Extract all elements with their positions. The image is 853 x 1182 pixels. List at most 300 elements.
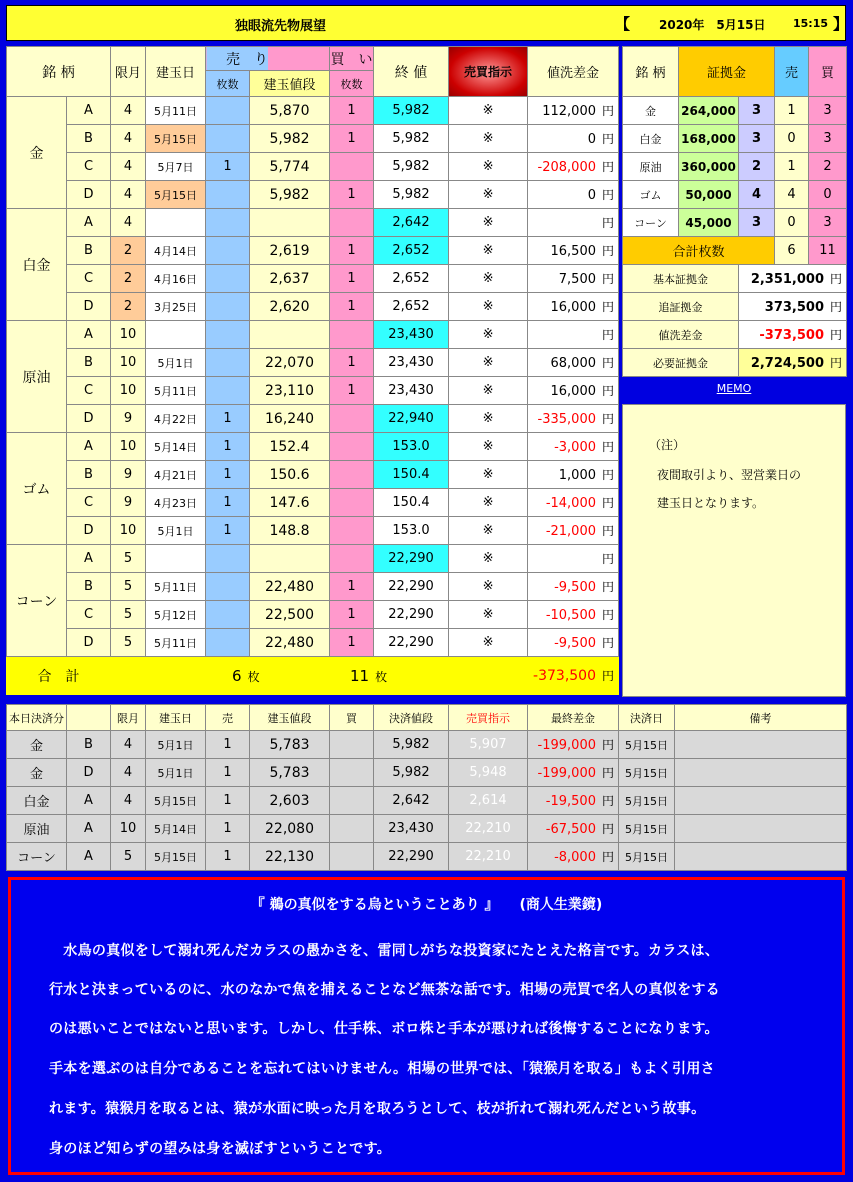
settled-buy	[330, 843, 374, 871]
commodity-name: ゴム	[7, 433, 67, 545]
summary-label: 基本証拠金	[623, 265, 739, 293]
sell-qty	[206, 293, 250, 321]
contract-month: 10	[111, 433, 146, 461]
trade-instruction: ※	[449, 181, 528, 209]
settled-settle-price: 5,982	[374, 731, 449, 759]
position-row	[7, 125, 619, 153]
quote-line: 水鳥の真似をして溺れ死んだカラスの愚かさを、雷同しがちな投資家にたとえた格言です。カラスは、	[49, 943, 720, 959]
contract-code: A	[67, 433, 111, 461]
settled-note	[675, 731, 847, 759]
settled-header-final: 最終差金	[528, 705, 619, 731]
margin-header-buy: 買	[809, 47, 847, 97]
settled-final: -199,000 円	[528, 731, 619, 759]
positions-table	[6, 46, 619, 695]
buy-qty: 1	[330, 349, 374, 377]
settled-header-open-date: 建玉日	[146, 705, 206, 731]
mark-diff: 円	[528, 545, 619, 573]
sell-qty	[206, 349, 250, 377]
settled-code: A	[67, 815, 111, 843]
buy-qty: 1	[330, 181, 374, 209]
buy-qty: 1	[330, 237, 374, 265]
commodity-name: コーン	[7, 545, 67, 657]
close-price: 5,982	[374, 153, 449, 181]
contract-code: C	[67, 377, 111, 405]
open-date	[146, 545, 206, 573]
settled-price: 5,783	[250, 731, 330, 759]
mark-diff: 68,000 円	[528, 349, 619, 377]
margin-sell: 0	[775, 125, 809, 153]
open-price	[250, 209, 330, 237]
margin-commodity: 白金	[623, 125, 679, 153]
contract-month: 4	[111, 181, 146, 209]
buy-qty: 1	[330, 573, 374, 601]
memo-link[interactable]: MEMO	[622, 382, 846, 402]
total-diff: -373,500 円	[449, 657, 619, 695]
settled-settle-price: 22,290	[374, 843, 449, 871]
close-price: 22,290	[374, 629, 449, 657]
contract-month: 4	[111, 209, 146, 237]
settled-month: 4	[111, 731, 146, 759]
settled-row	[7, 815, 847, 843]
buy-qty: 1	[330, 265, 374, 293]
settled-price: 22,080	[250, 815, 330, 843]
trade-instruction: ※	[449, 517, 528, 545]
settled-sell: 1	[206, 787, 250, 815]
sell-qty	[206, 181, 250, 209]
settled-commodity: 金	[7, 731, 67, 759]
margin-commodity: ゴム	[623, 181, 679, 209]
contract-code: B	[67, 461, 111, 489]
margin-header-margin: 証拠金	[679, 47, 775, 97]
position-row	[7, 293, 619, 321]
margin-buy: 2	[809, 153, 847, 181]
summary-value: 373,500 円	[739, 293, 847, 321]
margin-sell: 1	[775, 97, 809, 125]
contract-code: D	[67, 517, 111, 545]
buy-qty	[330, 321, 374, 349]
total-label: 合 計	[7, 657, 111, 695]
open-price	[250, 545, 330, 573]
settled-commodity: 金	[7, 759, 67, 787]
trade-instruction: ※	[449, 265, 528, 293]
position-row	[7, 237, 619, 265]
margin-row	[623, 125, 847, 153]
sell-qty	[206, 629, 250, 657]
quote-box	[8, 877, 845, 1175]
open-date: 5月12日	[146, 601, 206, 629]
open-date: 4月21日	[146, 461, 206, 489]
settled-header-brand: 本日決済分	[7, 705, 67, 731]
close-price: 22,290	[374, 573, 449, 601]
settled-commodity: 原油	[7, 815, 67, 843]
position-row	[7, 209, 619, 237]
sell-qty	[206, 321, 250, 349]
margin-sell: 4	[775, 181, 809, 209]
margin-total-label: 合計枚数	[623, 237, 775, 265]
buy-qty: 1	[330, 377, 374, 405]
position-row	[7, 545, 619, 573]
header-close: 終 値	[374, 47, 449, 97]
position-row	[7, 265, 619, 293]
sell-qty	[206, 377, 250, 405]
margin-buy: 0	[809, 181, 847, 209]
header-month: 限月	[111, 47, 146, 97]
contract-month: 5	[111, 601, 146, 629]
close-price: 150.4	[374, 461, 449, 489]
contract-code: B	[67, 125, 111, 153]
settled-price: 2,603	[250, 787, 330, 815]
contract-month: 10	[111, 349, 146, 377]
settled-row	[7, 787, 847, 815]
margin-multiplier: 3	[739, 209, 775, 237]
summary-row	[623, 321, 847, 349]
contract-code: D	[67, 181, 111, 209]
sell-qty	[206, 265, 250, 293]
settled-sell: 1	[206, 815, 250, 843]
close-price: 22,290	[374, 601, 449, 629]
header-sell-qty: 枚数	[206, 71, 250, 97]
quote-line: れます。猿猴月を取るとは、猿が水面に映った月を取ろうとして、枝が折れて溺れ死んだという故事。	[49, 1101, 706, 1117]
settled-month: 10	[111, 815, 146, 843]
margin-sell: 0	[775, 209, 809, 237]
open-price: 22,500	[250, 601, 330, 629]
trade-instruction: ※	[449, 293, 528, 321]
position-row	[7, 433, 619, 461]
contract-month: 10	[111, 517, 146, 545]
open-date: 5月11日	[146, 629, 206, 657]
settled-row	[7, 759, 847, 787]
header-diff: 値洗差金	[528, 47, 619, 97]
trade-instruction: ※	[449, 461, 528, 489]
contract-code: B	[67, 349, 111, 377]
close-price: 153.0	[374, 433, 449, 461]
close-price: 2,652	[374, 265, 449, 293]
settled-header-month: 限月	[111, 705, 146, 731]
close-price: 5,982	[374, 181, 449, 209]
memo-line: 夜間取引より、翌営業日の	[657, 468, 802, 482]
margin-total-buy: 11	[809, 237, 847, 265]
settled-buy	[330, 759, 374, 787]
mark-diff: 16,000 円	[528, 377, 619, 405]
open-price: 5,982	[250, 181, 330, 209]
settled-instruction: 5,907	[449, 731, 528, 759]
position-row	[7, 181, 619, 209]
open-date: 5月15日	[146, 125, 206, 153]
header-date: 2020年 5月15日	[659, 18, 766, 32]
contract-code: A	[67, 545, 111, 573]
settled-header-note: 備考	[675, 705, 847, 731]
header-open-date: 建玉日	[146, 47, 206, 97]
summary-row	[623, 293, 847, 321]
settled-instruction: 2,614	[449, 787, 528, 815]
trade-instruction: ※	[449, 545, 528, 573]
buy-qty: 1	[330, 125, 374, 153]
contract-month: 4	[111, 97, 146, 125]
margin-header-sell: 売	[775, 47, 809, 97]
settled-date: 5月15日	[619, 787, 675, 815]
contract-month: 5	[111, 573, 146, 601]
position-row	[7, 629, 619, 657]
settled-code: B	[67, 731, 111, 759]
contract-code: A	[67, 209, 111, 237]
contract-month: 9	[111, 489, 146, 517]
margin-commodity: コーン	[623, 209, 679, 237]
sell-qty	[206, 545, 250, 573]
contract-code: C	[67, 265, 111, 293]
margin-amount: 264,000	[679, 97, 739, 125]
open-price: 152.4	[250, 433, 330, 461]
open-date: 5月15日	[146, 181, 206, 209]
settled-buy	[330, 815, 374, 843]
trade-instruction: ※	[449, 629, 528, 657]
margin-amount: 50,000	[679, 181, 739, 209]
mark-diff: 16,000 円	[528, 293, 619, 321]
open-price: 2,637	[250, 265, 330, 293]
settled-month: 4	[111, 759, 146, 787]
commodity-name: 原油	[7, 321, 67, 433]
settled-note	[675, 843, 847, 871]
position-row	[7, 601, 619, 629]
margin-amount: 45,000	[679, 209, 739, 237]
margin-amount: 168,000	[679, 125, 739, 153]
contract-code: D	[67, 405, 111, 433]
open-price: 5,774	[250, 153, 330, 181]
open-date: 5月7日	[146, 153, 206, 181]
settled-final: -199,000 円	[528, 759, 619, 787]
open-date: 5月1日	[146, 517, 206, 545]
settled-open-date: 5月15日	[146, 843, 206, 871]
open-date: 4月22日	[146, 405, 206, 433]
position-row	[7, 321, 619, 349]
mark-diff: 0 円	[528, 181, 619, 209]
open-price: 22,480	[250, 573, 330, 601]
sell-qty	[206, 601, 250, 629]
open-date: 5月1日	[146, 349, 206, 377]
open-date: 4月14日	[146, 237, 206, 265]
quote-line: 行水と決まっているのに、水のなかで魚を捕えることなど無茶な話です。相場の売買で名人の真似をする	[49, 982, 720, 998]
contract-month: 4	[111, 153, 146, 181]
contract-code: D	[67, 629, 111, 657]
open-date: 5月11日	[146, 97, 206, 125]
position-row	[7, 573, 619, 601]
total-sell: 6 枚	[206, 657, 330, 695]
buy-qty	[330, 433, 374, 461]
sell-qty: 1	[206, 489, 250, 517]
settled-header-instruction: 売買指示	[449, 705, 528, 731]
sell-qty: 1	[206, 153, 250, 181]
trade-instruction: ※	[449, 209, 528, 237]
open-price: 22,480	[250, 629, 330, 657]
open-date: 5月11日	[146, 377, 206, 405]
margin-amount: 360,000	[679, 153, 739, 181]
header-buy-qty: 枚数	[330, 71, 374, 97]
settled-date: 5月15日	[619, 815, 675, 843]
sell-qty: 1	[206, 461, 250, 489]
buy-qty	[330, 405, 374, 433]
settled-open-date: 5月1日	[146, 759, 206, 787]
page-header	[6, 5, 849, 41]
contract-month: 10	[111, 321, 146, 349]
close-price: 150.4	[374, 489, 449, 517]
close-price: 23,430	[374, 377, 449, 405]
open-price: 5,870	[250, 97, 330, 125]
summary-value: 2,724,500 円	[739, 349, 847, 377]
summary-label: 追証拠金	[623, 293, 739, 321]
mark-diff: -208,000 円	[528, 153, 619, 181]
buy-qty	[330, 209, 374, 237]
bracket-open: 【	[615, 15, 631, 33]
sell-qty: 1	[206, 517, 250, 545]
open-price: 148.8	[250, 517, 330, 545]
mark-diff: -10,500 円	[528, 601, 619, 629]
settled-buy	[330, 731, 374, 759]
trade-instruction: ※	[449, 601, 528, 629]
contract-code: C	[67, 601, 111, 629]
contract-month: 4	[111, 125, 146, 153]
settled-note	[675, 787, 847, 815]
settled-price: 22,130	[250, 843, 330, 871]
settled-sell: 1	[206, 731, 250, 759]
open-price: 5,982	[250, 125, 330, 153]
settled-final: -19,500 円	[528, 787, 619, 815]
page-title: 独眼流先物展望	[235, 19, 327, 34]
settled-sell: 1	[206, 843, 250, 871]
header-brand: 銘 柄	[7, 47, 111, 97]
memo-box	[622, 404, 846, 697]
close-price: 23,430	[374, 349, 449, 377]
bracket-close: 】	[833, 15, 849, 33]
settled-open-date: 5月1日	[146, 731, 206, 759]
header-time: 15:15	[793, 17, 829, 30]
open-date: 3月25日	[146, 293, 206, 321]
settled-commodity: 白金	[7, 787, 67, 815]
summary-row	[623, 265, 847, 293]
settled-commodity: コーン	[7, 843, 67, 871]
trade-instruction: ※	[449, 573, 528, 601]
position-row	[7, 461, 619, 489]
position-row	[7, 97, 619, 125]
open-date: 4月23日	[146, 489, 206, 517]
margin-multiplier: 2	[739, 153, 775, 181]
contract-month: 2	[111, 237, 146, 265]
margin-multiplier: 3	[739, 125, 775, 153]
margin-row	[623, 209, 847, 237]
mark-diff: -9,500 円	[528, 573, 619, 601]
quote-line: のは悪いことではないと思います。しかし、仕手株、ボロ株と手本が悪ければ後悔することになります。	[49, 1021, 719, 1037]
trade-instruction: ※	[449, 405, 528, 433]
trade-instruction: ※	[449, 97, 528, 125]
trade-instruction: ※	[449, 433, 528, 461]
summary-row	[623, 349, 847, 377]
open-price	[250, 321, 330, 349]
trade-instruction: ※	[449, 321, 528, 349]
commodity-name: 金	[7, 97, 67, 209]
contract-code: B	[67, 237, 111, 265]
mark-diff: 円	[528, 209, 619, 237]
mark-diff: -3,000 円	[528, 433, 619, 461]
contract-code: D	[67, 293, 111, 321]
mark-diff: 0 円	[528, 125, 619, 153]
summary-label: 必要証拠金	[623, 349, 739, 377]
summary-value: -373,500 円	[739, 321, 847, 349]
settled-open-date: 5月15日	[146, 787, 206, 815]
margin-total-sell: 6	[775, 237, 809, 265]
total-buy: 11 枚	[330, 657, 449, 695]
mark-diff: 円	[528, 321, 619, 349]
sell-qty	[206, 573, 250, 601]
quote-line: 身のほど知らずの望みは身を滅ぼすということです。	[49, 1141, 392, 1157]
margin-multiplier: 4	[739, 181, 775, 209]
open-price: 23,110	[250, 377, 330, 405]
settled-month: 5	[111, 843, 146, 871]
close-price: 153.0	[374, 517, 449, 545]
settled-date: 5月15日	[619, 759, 675, 787]
open-price: 22,070	[250, 349, 330, 377]
mark-diff: 1,000 円	[528, 461, 619, 489]
margin-row	[623, 181, 847, 209]
close-price: 2,642	[374, 209, 449, 237]
mark-diff: 7,500 円	[528, 265, 619, 293]
open-date: 4月16日	[146, 265, 206, 293]
margin-buy: 3	[809, 125, 847, 153]
mark-diff: 16,500 円	[528, 237, 619, 265]
position-row	[7, 517, 619, 545]
buy-qty	[330, 153, 374, 181]
memo-line: 建玉日となります。	[657, 496, 765, 510]
mark-diff: -335,000 円	[528, 405, 619, 433]
open-date: 5月11日	[146, 573, 206, 601]
open-price: 150.6	[250, 461, 330, 489]
open-price: 2,620	[250, 293, 330, 321]
settled-date: 5月15日	[619, 843, 675, 871]
buy-qty	[330, 489, 374, 517]
open-date	[146, 209, 206, 237]
instruction-button[interactable]: 売買指示	[449, 47, 528, 97]
settled-code: A	[67, 843, 111, 871]
commodity-name: 白金	[7, 209, 67, 321]
settled-table	[6, 704, 847, 871]
contract-month: 2	[111, 293, 146, 321]
quote-line: 手本を選ぶのは自分であることを忘れてはいけません。相場の世界では、「猿猴月を取る」もよく引用さ	[49, 1061, 715, 1077]
margin-header-brand: 銘 柄	[623, 47, 679, 97]
settled-settle-price: 5,982	[374, 759, 449, 787]
settled-final: -8,000 円	[528, 843, 619, 871]
quote-title: 『 鵜の真似をする烏ということあり 』 (商人生業鏡)	[250, 897, 603, 913]
position-row	[7, 349, 619, 377]
settled-row	[7, 843, 847, 871]
settled-header-settle-price: 決済値段	[374, 705, 449, 731]
sell-qty	[206, 237, 250, 265]
sell-qty	[206, 125, 250, 153]
contract-code: A	[67, 97, 111, 125]
settled-month: 4	[111, 787, 146, 815]
settled-sell: 1	[206, 759, 250, 787]
contract-code: C	[67, 153, 111, 181]
settled-buy	[330, 787, 374, 815]
settled-settle-price: 23,430	[374, 815, 449, 843]
close-price: 23,430	[374, 321, 449, 349]
trade-instruction: ※	[449, 125, 528, 153]
settled-header-price: 建玉値段	[250, 705, 330, 731]
contract-code: A	[67, 321, 111, 349]
settled-code: D	[67, 759, 111, 787]
margin-sell: 1	[775, 153, 809, 181]
settled-row	[7, 731, 847, 759]
mark-diff: -9,500 円	[528, 629, 619, 657]
open-date	[146, 321, 206, 349]
settled-price: 5,783	[250, 759, 330, 787]
contract-month: 9	[111, 405, 146, 433]
